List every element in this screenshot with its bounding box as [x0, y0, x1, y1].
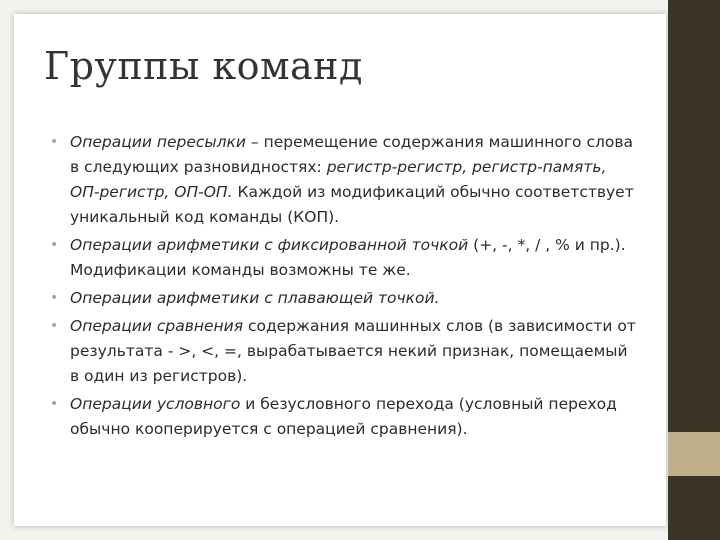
- item-text: – перемещение содержания машинного слова в следующих разновидностях:: [70, 133, 633, 176]
- item-text-2: Каждой из модификаций обычно соответствует уникальный код команды (КОП).: [70, 183, 634, 226]
- item-emphasis: Операции арифметики с плавающей точкой.: [70, 289, 440, 307]
- item-emphasis: Операции арифметики с фиксированной точкой: [70, 236, 469, 254]
- item-text: и безусловного перехода (условный переход обычно кооперируется с операцией сравнения).: [70, 395, 617, 438]
- list-item: [50, 392, 640, 442]
- item-emphasis: Операции сравнения: [70, 317, 244, 335]
- bullet-icon: •: [50, 396, 59, 412]
- item-text: (+, -, *, / , % и пр.). Модификации команды возможны те же.: [70, 236, 626, 279]
- accent-strip: [668, 432, 720, 476]
- list-item: [50, 233, 640, 283]
- bullet-icon: •: [50, 237, 59, 253]
- item-text: содержания машинных слов (в зависимости от результата - >, <, =, вырабатывается некий признак, помещаемый в один из регистров).: [70, 317, 636, 385]
- slide-title: Группы команд: [44, 44, 363, 88]
- item-emphasis: Операции условного: [70, 395, 241, 413]
- list-item: [50, 286, 640, 311]
- bullet-icon: •: [50, 290, 59, 306]
- item-emphasis: Операции пересылки: [70, 133, 246, 151]
- bullet-icon: •: [50, 134, 59, 150]
- item-emphasis-2: регистр-регистр, регистр-память, ОП-регистр, ОП-ОП.: [70, 158, 607, 201]
- bullet-icon: •: [50, 318, 59, 334]
- list-item: [50, 130, 640, 230]
- list-item: [50, 314, 640, 389]
- bullet-list: [50, 130, 640, 445]
